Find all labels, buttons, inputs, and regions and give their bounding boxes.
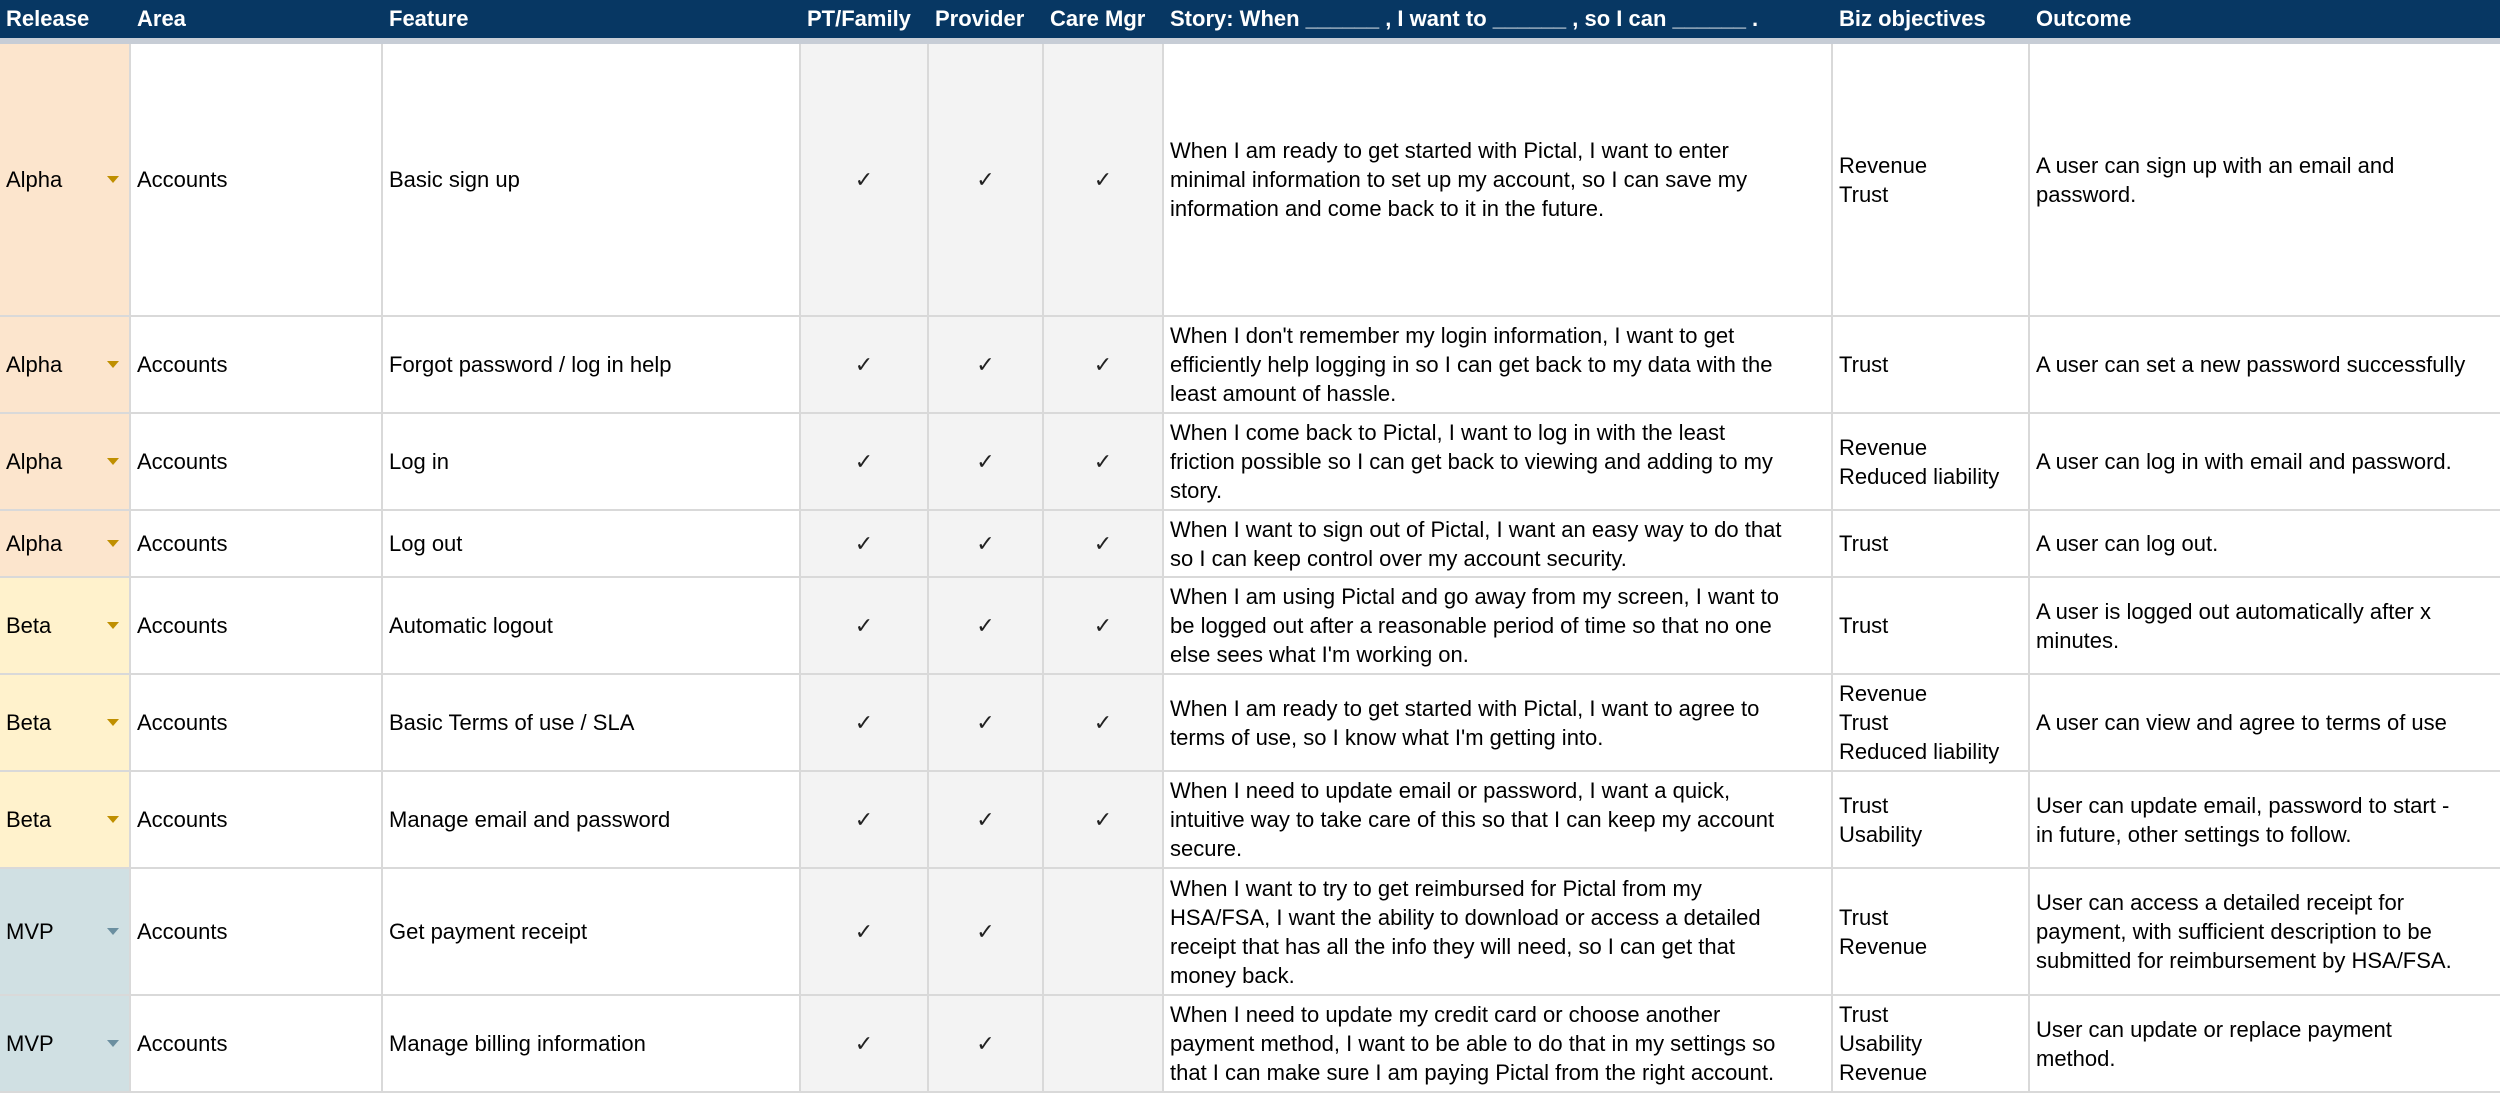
release-value: Alpha <box>6 531 63 556</box>
outcome-line: submitted for reimbursement by HSA/FSA. <box>2036 948 2452 973</box>
story-line: secure. <box>1170 836 1243 861</box>
table-row <box>0 675 2500 772</box>
feature-cell[interactable] <box>383 44 801 315</box>
release-dropdown-cell[interactable] <box>0 578 131 673</box>
checkmark-icon: ✓ <box>1093 352 1113 377</box>
area-value: Accounts <box>137 352 228 377</box>
story-line: story. <box>1170 478 1223 503</box>
outcome-cell[interactable] <box>2030 44 2500 315</box>
feature-value: Manage billing information <box>389 1031 646 1056</box>
area-cell[interactable] <box>131 578 383 673</box>
story-line: so I can keep control over my account security. <box>1170 545 1627 571</box>
biz-objective-lines <box>1839 903 1927 961</box>
pt-family-cell[interactable] <box>801 511 929 576</box>
checkmark-icon: ✓ <box>976 1031 995 1056</box>
story-line: payment method, I want to be able to do that in my settings so <box>1170 1031 1776 1056</box>
pt-family-cell[interactable] <box>801 772 929 867</box>
biz-objective-lines <box>1839 1000 1927 1087</box>
checkmark-icon: ✓ <box>1093 710 1113 735</box>
checkmark-icon: ✓ <box>1093 531 1113 556</box>
checkmark-icon: ✓ <box>854 710 874 735</box>
pt-family-cell[interactable] <box>801 869 929 994</box>
story-cell[interactable] <box>1164 414 1833 509</box>
checkmark-icon: ✓ <box>854 449 874 474</box>
header-row <box>0 0 2500 44</box>
biz-objectives-cell[interactable] <box>1833 996 2030 1091</box>
pt-family-cell[interactable] <box>801 996 929 1091</box>
outcome-lines <box>2036 791 2449 849</box>
release-dropdown-cell[interactable] <box>0 996 131 1091</box>
biz-objective-lines <box>1839 529 1888 558</box>
biz-objective-lines <box>1839 611 1888 640</box>
provider-cell[interactable] <box>929 772 1044 867</box>
biz-objective-line: Trust <box>1839 531 1889 556</box>
story-cell[interactable] <box>1164 996 1833 1091</box>
care-mgr-cell[interactable] <box>1044 869 1164 994</box>
biz-objective-line: Trust <box>1839 352 1889 377</box>
release-value: Alpha <box>6 449 63 474</box>
story-cell[interactable] <box>1164 772 1833 867</box>
area-cell[interactable] <box>131 317 383 412</box>
provider-cell[interactable] <box>929 414 1044 509</box>
story-line: When I am ready to get started with Pictal, I want to agree to <box>1170 695 1760 721</box>
area-cell[interactable] <box>131 414 383 509</box>
outcome-line: method. <box>2036 1045 2116 1071</box>
provider-cell[interactable] <box>929 511 1044 576</box>
outcome-cell[interactable] <box>2030 414 2500 509</box>
biz-objective-line: Revenue <box>1839 152 1928 178</box>
biz-objective-line: Trust <box>1839 710 1889 735</box>
release-dropdown-cell[interactable] <box>0 675 131 770</box>
area-value: Accounts <box>137 1031 228 1056</box>
column-header-outcome[interactable]: Outcome <box>2036 6 2132 31</box>
biz-objective-line: Trust <box>1839 792 1889 818</box>
release-value: Beta <box>6 710 52 735</box>
table-body <box>0 44 2500 1093</box>
table-row <box>0 772 2500 869</box>
checkmark-icon: ✓ <box>854 352 874 377</box>
outcome-cell[interactable] <box>2030 578 2500 673</box>
story-line: friction possible so I can get back to viewing and adding to my <box>1170 449 1773 474</box>
story-line: HSA/FSA, I want the ability to download or access a detailed <box>1170 904 1761 930</box>
pt-family-cell[interactable] <box>801 317 929 412</box>
checkmark-icon: ✓ <box>976 807 995 832</box>
biz-objective-line: Trust <box>1839 1002 1889 1027</box>
care-mgr-cell[interactable] <box>1044 511 1164 576</box>
biz-objectives-cell[interactable] <box>1833 414 2030 509</box>
outcome-cell[interactable] <box>2030 511 2500 576</box>
table-row <box>0 511 2500 578</box>
column-header-biz-objectives[interactable]: Biz objectives <box>1839 6 1986 31</box>
release-value: MVP <box>6 919 54 944</box>
feature-value: Log in <box>389 449 449 474</box>
area-cell[interactable] <box>131 772 383 867</box>
table-row <box>0 996 2500 1093</box>
care-mgr-cell[interactable] <box>1044 44 1164 315</box>
outcome-line: password. <box>2036 181 2137 207</box>
story-lines <box>1170 515 1781 573</box>
release-dropdown-cell[interactable] <box>0 772 131 867</box>
column-header-area[interactable]: Area <box>137 6 186 31</box>
story-line: When I want to try to get reimbursed for Pictal from my <box>1170 875 1702 901</box>
release-dropdown-cell[interactable] <box>0 511 131 576</box>
provider-cell[interactable] <box>929 675 1044 770</box>
feature-value: Log out <box>389 531 463 556</box>
outcome-line: User can access a detailed receipt for <box>2036 890 2405 915</box>
outcome-lines <box>2036 597 2431 655</box>
story-line: intuitive way to take care of this so that I can keep my account <box>1170 807 1775 832</box>
biz-objectives-cell[interactable] <box>1833 675 2030 770</box>
checkmark-icon: ✓ <box>976 919 995 944</box>
story-line: least amount of hassle. <box>1170 381 1397 406</box>
release-dropdown-cell[interactable] <box>0 317 131 412</box>
feature-value: Basic Terms of use / SLA <box>389 710 635 735</box>
outcome-line: payment, with sufficient description to be <box>2036 919 2432 944</box>
provider-cell[interactable] <box>929 996 1044 1091</box>
checkmark-icon: ✓ <box>976 449 995 474</box>
biz-objectives-cell[interactable] <box>1833 317 2030 412</box>
column-header-pt-family[interactable]: PT/Family <box>807 6 911 31</box>
checkmark-icon: ✓ <box>1093 449 1113 474</box>
release-value: MVP <box>6 1031 54 1056</box>
biz-objective-line: Usability <box>1839 1031 1923 1056</box>
outcome-lines <box>2036 447 2452 476</box>
release-value: Alpha <box>6 352 63 377</box>
outcome-line: in future, other settings to follow. <box>2036 821 2352 847</box>
area-value: Accounts <box>137 531 228 556</box>
area-value: Accounts <box>137 807 228 832</box>
biz-objectives-cell[interactable] <box>1833 869 2030 994</box>
column-header-care-mgr[interactable]: Care Mgr <box>1050 6 1146 31</box>
story-line: When I need to update email or password, I want a quick, <box>1170 778 1731 803</box>
feature-cell[interactable] <box>383 996 801 1091</box>
feature-cell[interactable] <box>383 511 801 576</box>
checkmark-icon: ✓ <box>854 531 874 556</box>
biz-objectives-cell[interactable] <box>1833 578 2030 673</box>
care-mgr-cell[interactable] <box>1044 317 1164 412</box>
story-lines <box>1170 136 1747 223</box>
caret-down-icon[interactable] <box>107 458 119 465</box>
outcome-line: A user can log in with email and password. <box>2036 449 2452 474</box>
story-line: be logged out after a reasonable period of time so that no one <box>1170 613 1772 638</box>
story-cell[interactable] <box>1164 511 1833 576</box>
biz-objective-line: Revenue <box>1839 434 1928 460</box>
area-value: Accounts <box>137 613 228 638</box>
provider-cell[interactable] <box>929 44 1044 315</box>
story-line: When I am using Pictal and go away from my screen, I want to <box>1170 584 1779 609</box>
release-value: Beta <box>6 613 52 638</box>
caret-down-icon[interactable] <box>107 361 119 368</box>
area-cell[interactable] <box>131 869 383 994</box>
checkmark-icon: ✓ <box>854 613 874 638</box>
care-mgr-cell[interactable] <box>1044 675 1164 770</box>
feature-cell[interactable] <box>383 317 801 412</box>
checkmark-icon: ✓ <box>1093 613 1113 638</box>
story-line: information and come back to it in the future. <box>1170 196 1605 221</box>
biz-objectives-cell[interactable] <box>1833 772 2030 867</box>
outcome-line: minutes. <box>2036 627 2120 653</box>
caret-down-icon[interactable] <box>107 1040 119 1047</box>
story-cell[interactable] <box>1164 675 1833 770</box>
checkmark-icon: ✓ <box>1093 807 1113 832</box>
provider-cell[interactable] <box>929 869 1044 994</box>
outcome-lines <box>2036 151 2394 209</box>
story-cell[interactable] <box>1164 578 1833 673</box>
biz-objective-line: Revenue <box>1839 933 1928 959</box>
area-cell[interactable] <box>131 511 383 576</box>
feature-value: Manage email and password <box>389 807 671 832</box>
area-value: Accounts <box>137 710 228 735</box>
biz-objective-line: Usability <box>1839 821 1923 847</box>
pt-family-cell[interactable] <box>801 414 929 509</box>
biz-objective-line: Revenue <box>1839 681 1928 706</box>
checkmark-icon: ✓ <box>976 531 995 556</box>
table-row <box>0 869 2500 996</box>
release-value: Alpha <box>6 167 63 192</box>
area-cell[interactable] <box>131 675 383 770</box>
story-lines <box>1170 1000 1775 1087</box>
biz-objective-line: Reduced liability <box>1839 739 2000 764</box>
story-line: When I need to update my credit card or choose another <box>1170 1002 1721 1027</box>
story-line: else sees what I'm working on. <box>1170 642 1469 667</box>
caret-down-icon[interactable] <box>107 540 119 547</box>
release-dropdown-cell[interactable] <box>0 869 131 994</box>
biz-objective-line: Trust <box>1839 613 1889 638</box>
pt-family-cell[interactable] <box>801 44 929 315</box>
story-line: When I don't remember my login information, I want to get <box>1170 323 1735 348</box>
story-line: minimal information to set up my account, so I can save my <box>1170 167 1748 192</box>
checkmark-icon: ✓ <box>854 807 874 832</box>
biz-objective-lines <box>1839 791 1922 849</box>
story-lines <box>1170 874 1761 990</box>
column-header-release[interactable]: Release <box>6 6 90 31</box>
biz-objective-lines <box>1839 151 1927 209</box>
story-lines <box>1170 418 1773 505</box>
checkmark-icon: ✓ <box>976 613 995 638</box>
release-value: Beta <box>6 807 52 832</box>
caret-down-icon[interactable] <box>107 816 119 823</box>
outcome-lines <box>2036 350 2465 379</box>
outcome-line: A user can log out. <box>2036 531 2219 556</box>
story-line: that I can make sure I am paying Pictal from the right account. <box>1170 1060 1775 1085</box>
outcome-lines <box>2036 529 2218 558</box>
outcome-line: A user can view and agree to terms of use <box>2036 710 2447 735</box>
table-row <box>0 578 2500 675</box>
checkmark-icon: ✓ <box>976 710 995 735</box>
outcome-lines <box>2036 888 2452 975</box>
release-dropdown-cell[interactable] <box>0 44 131 315</box>
story-cell[interactable] <box>1164 44 1833 315</box>
feature-cell[interactable] <box>383 675 801 770</box>
story-line: When I come back to Pictal, I want to log in with the least <box>1170 420 1726 445</box>
biz-objective-line: Revenue <box>1839 1060 1928 1085</box>
care-mgr-cell[interactable] <box>1044 996 1164 1091</box>
biz-objectives-cell[interactable] <box>1833 511 2030 576</box>
outcome-cell[interactable] <box>2030 675 2500 770</box>
checkmark-icon: ✓ <box>854 1031 874 1056</box>
feature-value: Get payment receipt <box>389 919 588 944</box>
story-line: receipt that has all the info they will need, so I can get that <box>1170 933 1736 959</box>
biz-objective-lines <box>1839 350 1888 379</box>
table-row <box>0 317 2500 414</box>
story-line: When I am ready to get started with Pictal, I want to enter <box>1170 138 1729 163</box>
provider-cell[interactable] <box>929 578 1044 673</box>
checkmark-icon: ✓ <box>854 919 874 944</box>
checkmark-icon: ✓ <box>976 352 995 377</box>
column-header-story[interactable]: Story: When ______ , I want to ______ , so I can ______ . <box>1170 6 1759 31</box>
biz-objective-line: Trust <box>1839 181 1889 207</box>
story-line: When I want to sign out of Pictal, I want an easy way to do that <box>1170 516 1782 542</box>
biz-objective-line: Trust <box>1839 904 1889 930</box>
checkmark-icon: ✓ <box>1093 167 1113 192</box>
outcome-lines <box>2036 708 2447 737</box>
story-line: terms of use, so I know what I'm getting into. <box>1170 724 1604 750</box>
outcome-line: A user can sign up with an email and <box>2036 152 2395 178</box>
provider-cell[interactable] <box>929 317 1044 412</box>
outcome-line: A user can set a new password successfully <box>2036 352 2466 377</box>
story-lines <box>1170 776 1774 863</box>
biz-objective-line: Reduced liability <box>1839 463 2000 489</box>
care-mgr-cell[interactable] <box>1044 772 1164 867</box>
outcome-line: A user is logged out automatically after x <box>2036 598 2431 624</box>
outcome-cell[interactable] <box>2030 317 2500 412</box>
caret-down-icon[interactable] <box>107 622 119 629</box>
biz-objectives-cell[interactable] <box>1833 44 2030 315</box>
care-mgr-cell[interactable] <box>1044 578 1164 673</box>
story-lines <box>1170 694 1759 752</box>
outcome-line: User can update email, password to start - <box>2036 792 2450 818</box>
area-value: Accounts <box>137 167 228 192</box>
checkmark-icon: ✓ <box>976 167 995 192</box>
caret-down-icon[interactable] <box>107 719 119 726</box>
care-mgr-cell[interactable] <box>1044 414 1164 509</box>
table-row <box>0 414 2500 511</box>
biz-objective-lines <box>1839 433 1999 491</box>
column-header-feature[interactable]: Feature <box>389 6 469 31</box>
outcome-cell[interactable] <box>2030 869 2500 994</box>
feature-value: Forgot password / log in help <box>389 352 672 377</box>
feature-cell[interactable] <box>383 869 801 994</box>
story-line: efficiently help logging in so I can get back to my data with the <box>1170 352 1773 377</box>
pt-family-cell[interactable] <box>801 675 929 770</box>
table-row <box>0 44 2500 317</box>
feature-cell[interactable] <box>383 414 801 509</box>
feature-value: Basic sign up <box>389 167 520 192</box>
story-cell[interactable] <box>1164 317 1833 412</box>
story-line: money back. <box>1170 962 1295 988</box>
pt-family-cell[interactable] <box>801 578 929 673</box>
area-cell[interactable] <box>131 44 383 315</box>
feature-cell[interactable] <box>383 772 801 867</box>
outcome-cell[interactable] <box>2030 772 2500 867</box>
story-lines <box>1170 321 1773 408</box>
outcome-cell[interactable] <box>2030 996 2500 1091</box>
story-lines <box>1170 582 1779 669</box>
outcome-lines <box>2036 1015 2392 1073</box>
biz-objective-lines <box>1839 679 1999 766</box>
feature-cell[interactable] <box>383 578 801 673</box>
feature-value: Automatic logout <box>389 613 553 638</box>
area-value: Accounts <box>137 449 228 474</box>
caret-down-icon[interactable] <box>107 928 119 935</box>
area-cell[interactable] <box>131 996 383 1091</box>
column-header-provider[interactable]: Provider <box>935 6 1025 31</box>
caret-down-icon[interactable] <box>107 176 119 183</box>
outcome-line: User can update or replace payment <box>2036 1016 2392 1042</box>
release-dropdown-cell[interactable] <box>0 414 131 509</box>
area-value: Accounts <box>137 919 228 944</box>
story-cell[interactable] <box>1164 869 1833 994</box>
checkmark-icon: ✓ <box>854 167 874 192</box>
